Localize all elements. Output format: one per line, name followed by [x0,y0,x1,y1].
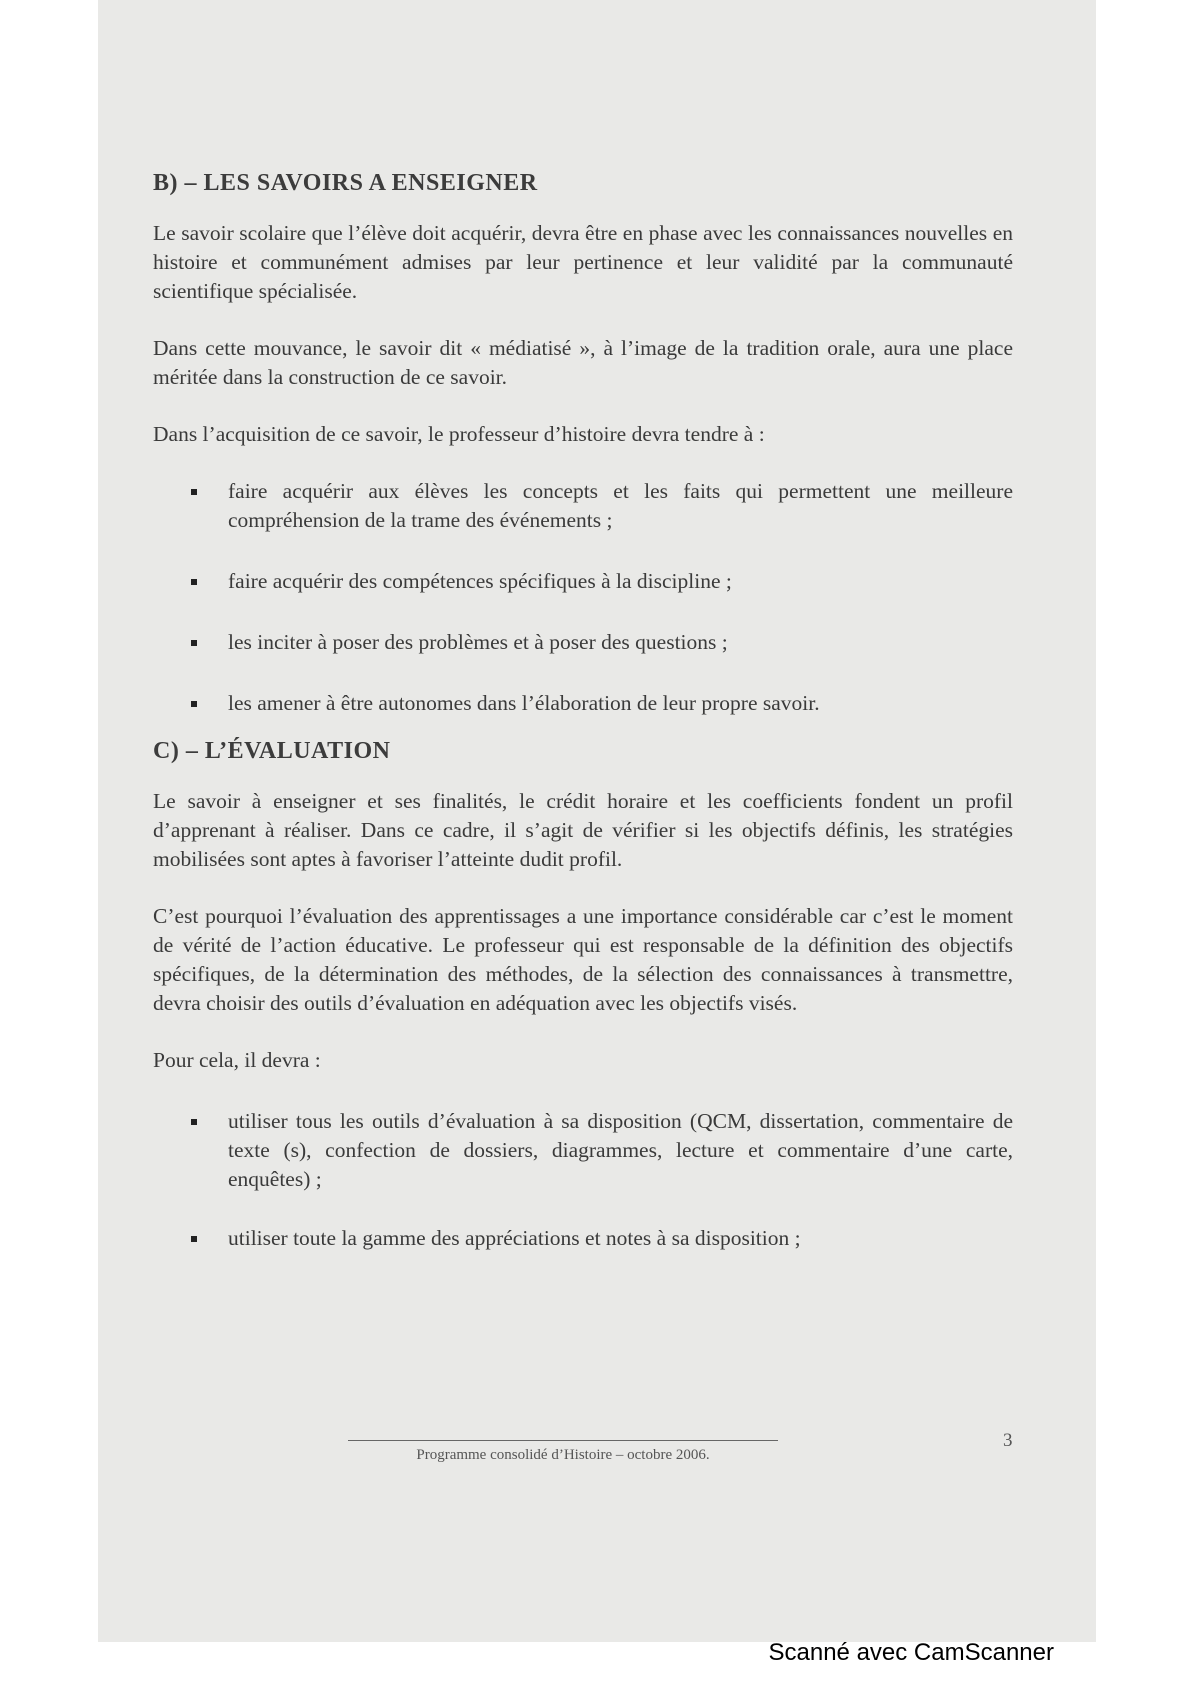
section-b-list [153,477,1013,718]
list-item [153,567,1013,596]
list-item-text: les inciter à poser des problèmes et à poser des questions ; [228,630,728,654]
scanner-watermark: Scanné avec CamScanner [768,1639,1054,1666]
paragraph: Dans l’acquisition de ce savoir, le professeur d’histoire devra tendre à : [153,422,765,446]
bullet-icon [191,1236,197,1242]
list-item [153,628,1013,657]
bullet-icon [191,579,197,585]
scanned-page [98,0,1096,1642]
bullet-icon [191,1119,197,1125]
list-item-text: les amener à être autonomes dans l’élaboration de leur propre savoir. [228,691,820,715]
list-item [153,1224,1013,1253]
list-item-text: faire acquérir des compétences spécifiques à la discipline ; [228,569,732,593]
paragraph: Le savoir à enseigner et ses finalités, le crédit horaire et les coefficients fondent un profil d’apprenant à réaliser. Dans ce cadre, il s’agit de vérifier si les objectifs définis, les stratégies mobilisées sont aptes à favoriser l’atteinte dudit profil. [153,789,1013,871]
section-b-title: B) – LES SAVOIRS A ENSEIGNER [153,170,538,196]
section-c-title: C) – L’ÉVALUATION [153,738,391,764]
list-item [153,689,1013,718]
bullet-icon [191,701,197,707]
bullet-icon [191,640,197,646]
list-item-text: utiliser tous les outils d’évaluation à sa disposition (QCM, dissertation, commentaire de texte (s), confection de dossiers, diagrammes, lecture et commentaire d’une carte, enquêtes) ; [228,1109,1013,1191]
list-item [153,1107,1013,1194]
paragraph: Pour cela, il devra : [153,1048,321,1072]
list-item-text: faire acquérir aux élèves les concepts et les faits qui permettent une meilleure compréhension de la trame des événements ; [228,479,1013,532]
page-number: 3 [1003,1430,1013,1451]
page-content [153,170,1013,1283]
paragraph: Dans cette mouvance, le savoir dit « médiatisé », à l’image de la tradition orale, aura une place méritée dans la construction de ce savoir. [153,336,1013,389]
list-item [153,477,1013,535]
paragraph: C’est pourquoi l’évaluation des apprentissages a une importance considérable car c’est le moment de vérité de l’action éducative. Le professeur qui est responsable de la définition des objectifs spécifiques, de la détermination des méthodes, de la sélection des connaissances à transmettre, devra choisir des outils d’évaluation en adéquation avec les objectifs visés. [153,904,1013,1015]
bullet-icon [191,489,197,495]
paragraph: Le savoir scolaire que l’élève doit acquérir, devra être en phase avec les connaissances nouvelles en histoire et communément admises par leur pertinence et leur validité par la communauté scientifique spécialisée. [153,221,1013,303]
list-item-text: utiliser toute la gamme des appréciations et notes à sa disposition ; [228,1226,801,1250]
section-c-list [153,1107,1013,1253]
page-footer: Programme consolidé d’Histoire – octobre 2006. [348,1440,778,1464]
